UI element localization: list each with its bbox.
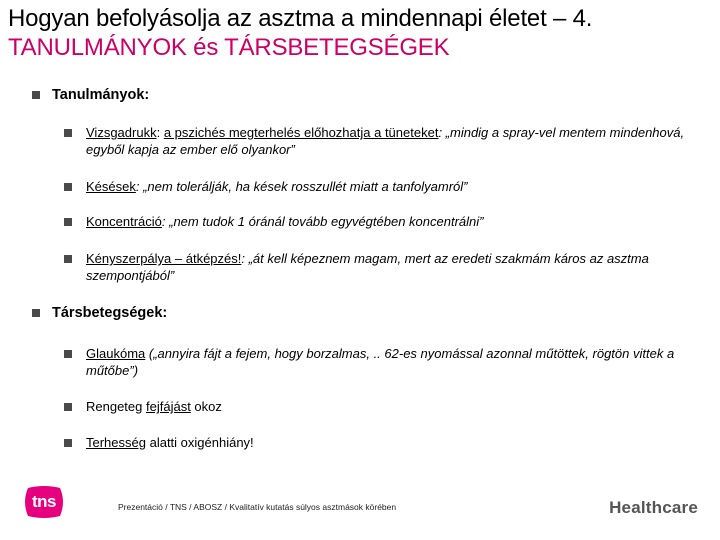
item-pre: Rengeteg — [86, 399, 146, 414]
logo-text: tns — [32, 492, 56, 511]
bullet-square-icon — [64, 183, 72, 191]
item-label: Koncentráció — [86, 214, 162, 229]
item-text: okoz — [190, 399, 222, 414]
item-text: („annyira fájt a fejem, hogy borzalmas, .. 62-es nyomással azonnal műtöttek, rögtön vittek a műtőbe”) — [86, 346, 675, 378]
list-item — [86, 398, 696, 415]
tns-logo — [22, 484, 66, 520]
item-quote: : „nem tudok 1 óránál tovább egyvégtében koncentrálni” — [161, 214, 484, 229]
footer-caption: Prezentáció / TNS / ABOSZ / Kvalitatív kutatás súlyos asztmások körében — [118, 502, 397, 512]
item-label-2: a pszichés megterhelés előhozhatja a tüneteket — [163, 125, 439, 140]
slide-title — [8, 4, 714, 62]
bullet-square-icon — [32, 309, 40, 317]
item-label: Késések — [86, 179, 136, 194]
bullet-square-icon — [64, 403, 72, 411]
list-item — [86, 178, 696, 195]
section-heading-tarsbetegsegek: Társbetegségek: — [52, 305, 168, 321]
footer-brand: Healthcare — [609, 498, 698, 517]
list-item — [86, 434, 696, 451]
item-label: Terhesség — [86, 435, 146, 450]
list-item — [86, 213, 696, 230]
bullet-square-icon — [64, 129, 72, 137]
item-quote: : „mindig a spray-vel mentem mindenhová, egyből kapja az ember elő olyankor” — [86, 125, 685, 157]
list-item — [86, 345, 696, 379]
item-quote: : „át kell képeznem magam, mert az eredeti szakmám káros az asztma szempontjából” — [86, 251, 649, 283]
list-item — [86, 250, 696, 284]
bullet-square-icon — [64, 350, 72, 358]
item-label: Kényszerpálya – átképzés! — [86, 251, 242, 266]
item-separator: : — [156, 125, 164, 140]
title-line-2: TANULMÁNYOK és TÁRSBETEGSÉGEK — [8, 34, 450, 61]
list-item — [86, 124, 696, 158]
bullet-square-icon — [64, 255, 72, 263]
item-label: fejfájást — [146, 399, 191, 414]
item-quote: : „nem tolerálják, ha kések rosszullét miatt a tanfolyamról” — [135, 179, 468, 194]
item-label: Vizsgadrukk — [86, 125, 157, 140]
section-heading-tanulmanyok: Tanulmányok: — [52, 87, 150, 103]
item-text: alatti oxigénhiány! — [145, 435, 254, 450]
bullet-square-icon — [32, 91, 40, 99]
item-label: Glaukóma — [86, 346, 146, 361]
title-line-1: Hogyan befolyásolja az asztma a mindennapi életet – 4. — [8, 5, 593, 32]
bullet-square-icon — [64, 218, 72, 226]
bullet-square-icon — [64, 439, 72, 447]
